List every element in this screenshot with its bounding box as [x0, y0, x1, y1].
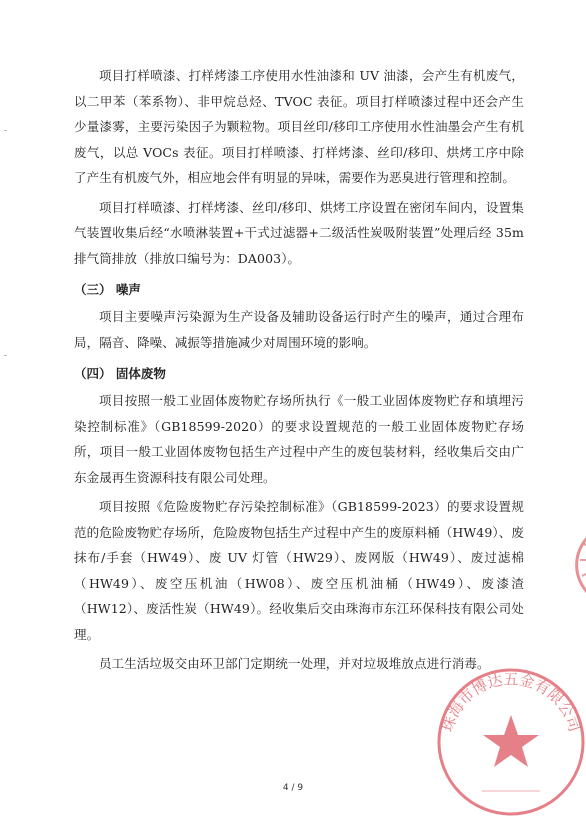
section-heading-solid-waste: （四） 固体废物 [74, 366, 166, 381]
page-number: 4 / 9 [282, 783, 304, 793]
seal-text: 珠海市博达五金有限公司 [438, 670, 584, 735]
section-heading-noise: （三） 噪声 [74, 282, 141, 297]
scan-mark [4, 130, 7, 131]
partial-seal-edge [566, 530, 586, 600]
paragraph-organic-waste-gas: 项目打样喷漆、打样烤漆工序使用水性油漆和 UV 油漆，会产生有机废气，以二甲苯（苯系物）、非甲烷总烃、TVOC 表征。项目打样喷漆过程中还会产生少量漆雾，主要污染因子为颗粒物。项目丝印/移印工序使用水性油墨会产生有机废气，以总 VOCs 表征。项目打样喷漆、打样烤漆、丝印/移印、烘烤工序中除了产生有机废气外，相应地会伴有明显的异味，需要作为恶臭进行管理和控制。 [74, 68, 524, 185]
company-seal [432, 663, 586, 821]
paragraph-general-solid-waste: 项目按照一般工业固体废物贮存场所执行《一般工业固体废物贮存和填埋污染控制标准》（GB18599-2020）的要求设置规范的一般工业固体废物贮存场所，项目一般工业固体废物包括生产过程中产生的废包装材料，经收集后交由广东金晟再生资源科技有限公司处理。 [74, 393, 524, 485]
document-body [74, 63, 524, 677]
paragraph-hazardous-waste: 项目按照《危险废物贮存污染控制标准》（GB18599-2023）的要求设置规范的危险废物贮存场所，危险废物包括生产过程中产生的废原料桶（HW49）、废抹布/手套（HW49）、废 UV 灯管（HW29）、废网版（HW49）、废过滤棉（HW49）、废空压机油（HW08）、废空压机油桶（HW49）、废漆渣（HW12）、废活性炭（HW49）。经收集后交由珠海市东江环保科技有限公司处理。 [74, 499, 524, 642]
scan-mark [4, 355, 7, 356]
paragraph-exhaust-treatment: 项目打样喷漆、打样烤漆、丝印/移印、烘烤工序设置在密闭车间内，设置集气装置收集后经“水喷淋装置+干式过滤器+二级活性炭吸附装置”处理后经 35m 排气筒排放（排放口编号为：DA003）。 [74, 199, 524, 266]
paragraph-domestic-garbage: 员工生活垃圾交由环卫部门定期统一处理，并对垃圾堆放点进行消毒。 [99, 656, 490, 671]
paragraph-noise: 项目主要噪声污染源为生产设备及辅助设备运行时产生的噪声，通过合理布局，隔音、降噪、减振等措施减少对周围环境的影响。 [74, 309, 524, 350]
seal-star-icon [483, 715, 539, 767]
